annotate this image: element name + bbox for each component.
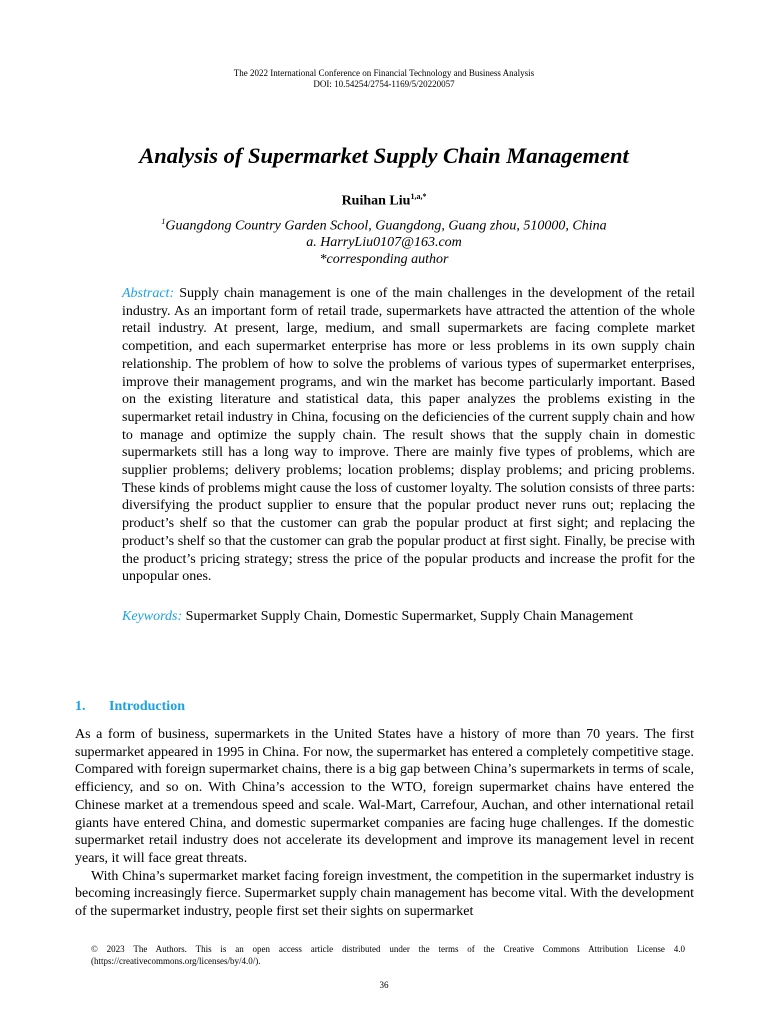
paragraph: With China’s supermarket market facing foreign investment, the competition in the supermarket industry is becoming increasingly fierce. Supermarket supply chain management has become vital. With the development of the supermarket industry, people first set their sights on supermarket xyxy=(75,868,694,920)
keywords xyxy=(122,608,702,626)
page-header xyxy=(0,68,768,90)
author-line xyxy=(0,186,768,213)
abstract-text: Supply chain management is one of the main challenges in the development of the retail industry. As an important form of retail trade, supermarkets have attracted the attention of the whole retail industry. At present, large, medium, and small supermarkets are facing complete market competition, and each supermarket enterprise has more or less problems in its own supply chain relationship. The problem of how to solve the problems of various types of supermarket enterprises, improve their management programs, and win the market has become particularly important. Based on the existing literature and statistical data, this paper analyzes the problems existing in the supermarket retail industry in China, focusing on the deficiencies of the current supply chain and how to manage and optimize the supply chain. The result shows that the supply chain in domestic supermarkets still has a long way to improve. There are mainly five types of problems, which are supplier problems; delivery problems; location problems; display problems; and pricing problems. These kinds of problems might cause the loss of customer loyalty. The solution consists of three parts: diversifying the product supplier to ensure that the popular product never runs out; replacing the product’s shelf so that the customer can grab the popular product at first sight; and replacing the product’s shelf so that the customer can grab the popular product at first sight. Finally, be precise with the product’s pricing strategy; stress the price of the popular products and increase the profit for the unpopular ones. xyxy=(122,286,695,585)
author-name: Ruihan Liu xyxy=(341,193,411,209)
section-number: 1. xyxy=(75,699,86,714)
corresponding-note: *corresponding author xyxy=(319,252,449,268)
keywords-label: Keywords: xyxy=(122,609,183,624)
page-number: 36 xyxy=(379,980,389,990)
author-block xyxy=(0,186,768,268)
author-superscript: 1,a,* xyxy=(410,192,427,201)
affiliation-marker: 1 xyxy=(161,216,166,226)
abstract xyxy=(122,285,695,586)
section-body xyxy=(75,726,694,921)
affiliation-text: Guangdong Country Garden School, Guangdong, Guang zhou, 510000, China xyxy=(165,218,607,234)
abstract-label: Abstract: xyxy=(122,286,175,301)
affiliation xyxy=(0,213,768,235)
author-email: a. HarryLiu0107@163.com xyxy=(306,235,462,251)
section-heading xyxy=(75,698,185,716)
keywords-text: Supermarket Supply Chain, Domestic Supermarket, Supply Chain Management xyxy=(185,609,634,624)
section-title: Introduction xyxy=(109,699,185,714)
paragraph: As a form of business, supermarkets in the United States have a history of more than 70 years. The first supermarket appeared in 1995 in China. For now, the supermarket has entered a completely competitive stage. Compared with foreign supermarket chains, there is a big gap between China’s supermarkets in terms of scale, efficiency, and so on. With China’s accession to the WTO, foreign supermarket chains have entered the Chinese market at a tremendous speed and scale. Wal-Mart, Carrefour, Auchan, and other international retail giants have entered China, and domestic supermarket companies are facing huge challenges. If the domestic supermarket retail industry does not accelerate its development and improve its management level in recent years, it will face great threats. xyxy=(75,727,694,866)
doi: DOI: 10.54254/2754-1169/5/20220057 xyxy=(313,79,455,89)
conference-name: The 2022 International Conference on Financial Technology and Business Analysis xyxy=(233,68,535,78)
license-notice: © 2023 The Authors. This is an open access article distributed under the terms of the Creative Commons Attribution License 4.0 (https://creativecommons.org/licenses/by/4.0/). xyxy=(91,944,685,966)
paper-title: Analysis of Supermarket Supply Chain Management xyxy=(139,143,629,168)
